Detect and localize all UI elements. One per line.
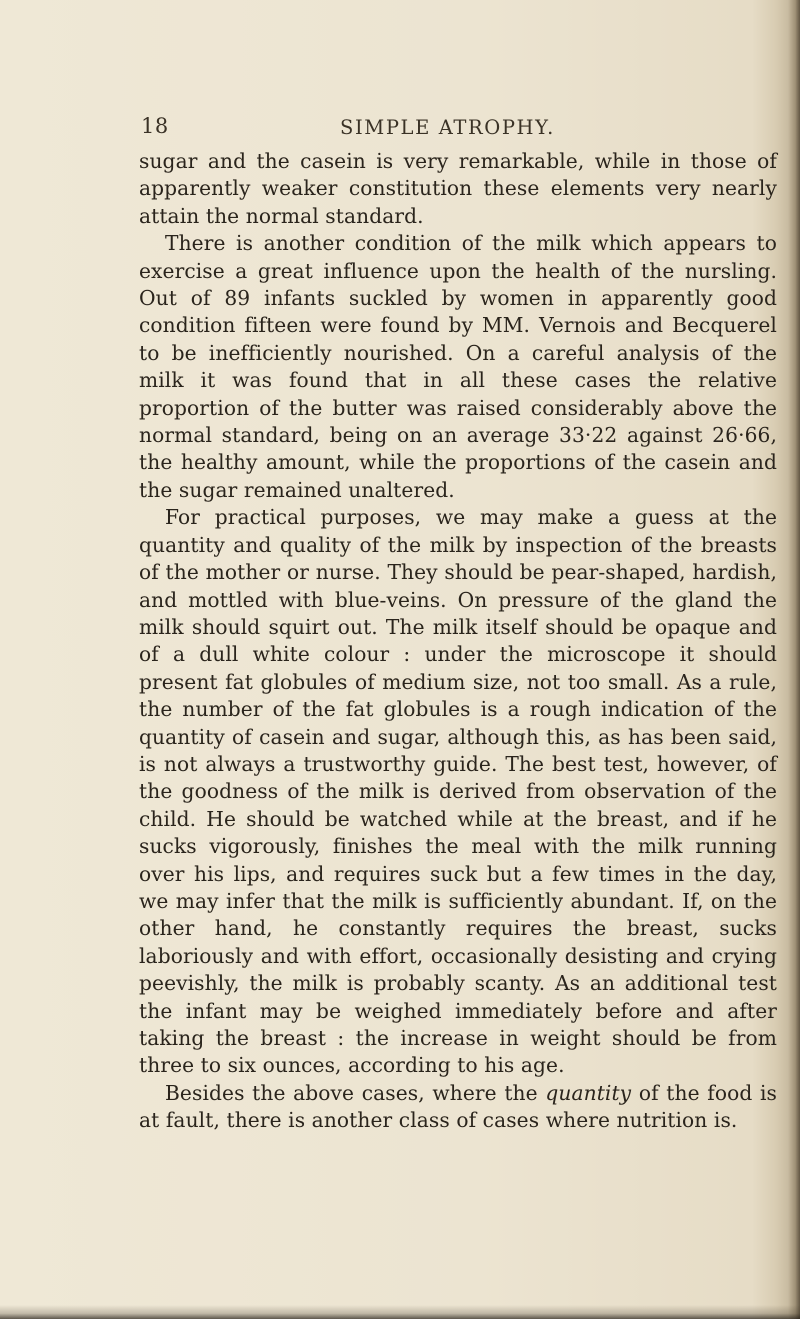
page-number: 18 [141,114,169,138]
paragraph-1: sugar and the casein is very remarkable, while in those of apparently weaker constitution these elements very nearly attain the normal standard. [139,149,777,228]
paragraph-4-end: of the food is at fault, there is another class of cases where nutrition is. [139,1080,777,1133]
emphasis-quantity: quantity [545,1080,632,1105]
page-header [0,100,800,140]
running-head: SIMPLE ATROPHY. [340,116,555,139]
page-edge-shadow [788,0,800,1319]
page-bottom-shadow [0,1305,800,1319]
paragraph-2: There is another condition of the milk which appears to exercise a great influence upon the health of the nursling. Out of 89 infants suckled by women in apparently good condition fifteen were found by MM. Vernois and Becquerel to be inefficiently nourished. On a careful analysis of the milk it was found that in all these cases the relative proportion of the butter was raised considerably above the normal standard, being on an average 33·22 against 26·66, the healthy amount, while the proportions of the casein and the sugar remained unaltered. [139,231,777,502]
paragraph-3: For practical purposes, we may make a guess at the quantity and quality of the milk by inspection of the breasts of the mother or nurse. They should be pear-shaped, hardish, and mottled with blue-veins. On pressure of the gland the milk should squirt out. The milk itself should be opaque and of a dull white colour : under the microscope it should present fat globules of medium size, not too small. As a rule, the number of the fat globules is a rough indication of the quantity of casein and sugar, although this, as has been said, is not always a trustworthy guide. The best test, however, of the goodness of the milk is derived from observation of the child. He should be watched while at the breast, and if he sucks vigorously, finishes the meal with the milk running over his lips, and requires suck but a few times in the day, we may infer that the milk is sufficiently abundant. If, on the other hand, he constantly requires the breast, sucks laboriously and with effort, occasionally desisting and crying peevishly, the milk is probably scanty. As an additional test the infant may be weighed immediately before and after taking the breast : the increase in weight should be from three to six ounces, according to his age. [139,505,777,1078]
paragraph-4-start: Besides the above cases, where the [165,1080,546,1105]
body-text [139,148,777,1135]
paragraph-4 [139,1080,777,1135]
